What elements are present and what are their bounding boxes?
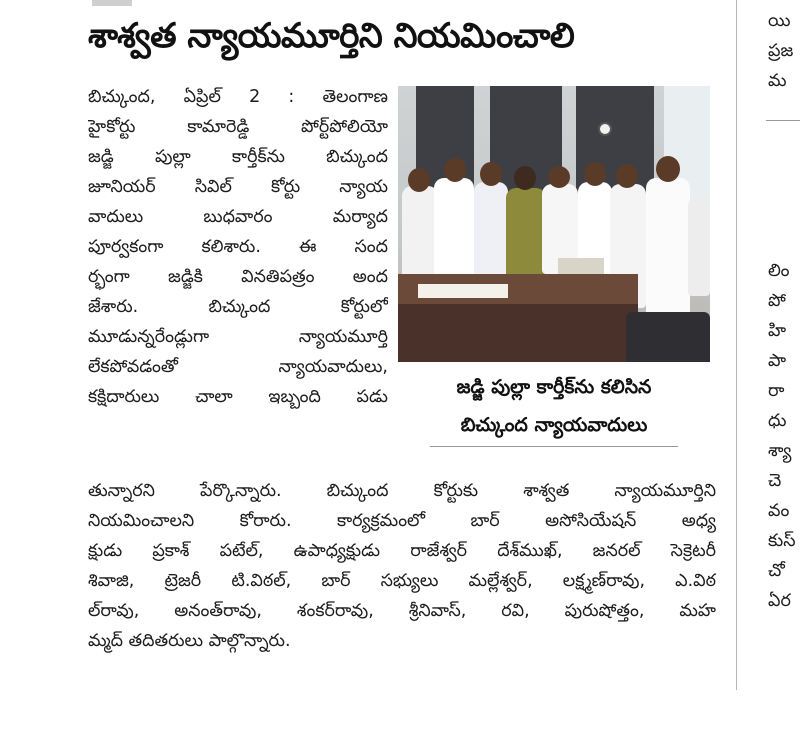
person-head: [444, 158, 466, 182]
body-line: పూర్వకంగా కలిశారు. ఈ సంద: [88, 237, 388, 257]
body-line: శివాజి, ట్రెజరీ టి.విఠల్, బార్ సభ్యులు మల్లేశ్వర్, లక్ష్మణ్‌రావు, ఎ.విఠ: [88, 571, 716, 591]
person: [646, 178, 690, 318]
papers: [418, 284, 508, 298]
headline: శాశ్వత న్యాయమూర్తిని నియమించాలి: [88, 16, 575, 56]
fragment-line: కుస్: [768, 531, 796, 551]
top-rule: [92, 0, 132, 6]
article-body-left: [88, 82, 388, 412]
fragment-line: పో: [768, 291, 786, 311]
news-photo: [398, 86, 710, 362]
body-line: జేశారు. బిచ్కుంద కోర్టులో: [88, 297, 388, 317]
body-line: కక్షిదారులు చాలా ఇబ్బంది పడు: [88, 387, 388, 407]
column-divider: [736, 0, 737, 690]
chair: [626, 312, 710, 362]
person-head: [548, 166, 570, 188]
fragment-line: మ: [768, 71, 787, 91]
adjacent-rule: [766, 120, 800, 121]
fragment-line: చో: [768, 561, 785, 581]
body-line: ల్‌రావు, అనంత్‌రావు, శంకర్‌రావు, శ్రీనివాస్, రవి, పురుషోత్తం, మహ: [88, 601, 716, 621]
body-line: తున్నారని పేర్కొన్నారు. బిచ్కుంద కోర్టుకు శాశ్వత న్యాయమూర్తిని: [88, 481, 716, 501]
caption-line: బిచ్కుంద న్యాయవాదులు: [460, 414, 648, 436]
adjacent-column-top: [768, 6, 800, 96]
body-line: మూడున్నరేండ్లుగా న్యాయమూర్తి: [88, 327, 388, 347]
body-line: జూనియర్ సివిల్ కోర్టు న్యాయ: [88, 177, 388, 197]
wall-clock: [598, 122, 612, 136]
body-line: హైకోర్టు కామారెడ్డి పోర్ట్‌పోలియో: [88, 117, 388, 137]
person-head: [480, 162, 502, 186]
person-head: [408, 168, 430, 192]
body-line: మ్మద్ తదితరులు పాల్గొన్నారు.: [88, 631, 291, 651]
fragment-line: ప్రజ: [768, 41, 794, 61]
fragment-line: ధు: [768, 411, 787, 431]
person: [688, 196, 710, 296]
caption-rule: [430, 446, 678, 447]
desk-front: [398, 304, 638, 362]
person: [402, 186, 438, 282]
fragment-line: యి: [768, 11, 791, 31]
fragment-line: లిం: [768, 261, 790, 281]
body-line: బిచ్కుంద, ఏప్రిల్ 2 : తెలంగాణ: [88, 87, 388, 107]
body-line: జడ్జి పుల్లా కార్తీక్‌ను బిచ్కుంద: [88, 147, 388, 167]
caption-line: జడ్జి పుల్లా కార్తీక్‌ను కలిసిన: [456, 376, 652, 398]
fragment-line: వం: [768, 501, 790, 521]
person-head: [616, 164, 638, 188]
fragment-line: పా: [768, 351, 787, 371]
article-body-bottom: [88, 476, 716, 656]
body-line: లేకపోవడంతో న్యాయవాదులు,: [88, 357, 388, 377]
body-line: ర్భంగా జడ్జికి వినతిపత్రం అంద: [88, 267, 388, 287]
body-line: క్షుడు ప్రకాశ్ పటేల్, ఉపాధ్యక్షుడు రాజేశ్వర్ దేశ్‌ముఖ్, జనరల్ సెక్రెటరీ: [88, 541, 716, 561]
body-line: వాదులు బుధవారం మర్యాద: [88, 207, 388, 227]
person-head: [584, 162, 606, 186]
body-line: నియమించాలని కోరారు. కార్యక్రమంలో బార్ అసోసియేషన్ అధ్య: [88, 511, 716, 531]
person-head: [514, 166, 536, 190]
judge-figure: [506, 188, 546, 288]
fragment-line: చె: [768, 471, 782, 491]
adjacent-column-mid: [768, 256, 800, 616]
fragment-line: రా: [768, 381, 785, 401]
person: [434, 178, 474, 288]
fragment-line: శ్యా: [768, 441, 792, 461]
photo-caption: [398, 368, 710, 444]
fragment-line: ఏర: [768, 591, 791, 611]
fragment-line: హి: [768, 321, 787, 341]
person-head: [656, 156, 680, 182]
person: [474, 182, 508, 286]
